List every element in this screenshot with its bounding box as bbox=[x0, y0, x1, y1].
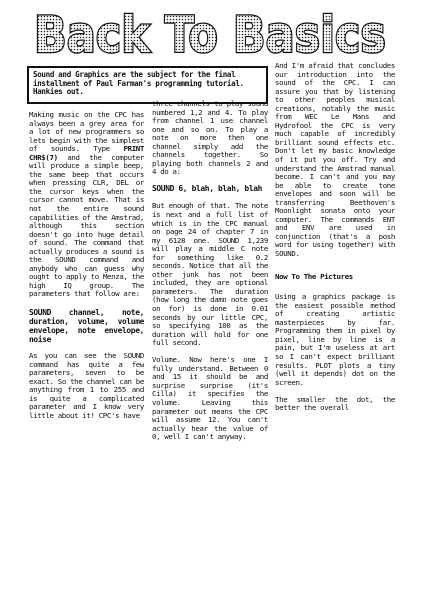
paragraph: Making music on the CPC has always been a grey area for a lot of new programmers so lets begin with the simplest of sounds. Type PRINT CHR$(7) and the computer will produce a simple beep, the same beep that occurs when pressing CLR, DEL or the cursor keys when the cursor cannot move. That is not the entire sound capabilities of the Amstrad, although this section doesn't go into huge detail of sound. The command that actually produces a sound is the SOUND command and anybody who can guess why ought to apply to Menza, the high IQ group. The parameters that follow are: bbox=[29, 111, 144, 299]
paragraph: Volume. Now here's one I fully understand. Between 0 and 15 it should be and surprise surprise (it's Cilla) it specifies the volume. Leaving this parameter out means the CPC will assume 12. You can't actually hear the value of 0, well I can't anyway. bbox=[152, 355, 268, 442]
code-print-chr: PRINT CHR$(7) bbox=[29, 144, 144, 162]
paragraph: But enough of that. The note is next and a full list of which is in the CPC manual on page 24 of chapter 7 in my 6128 one. SOUND 1,239 will play a middle C note for something like 0.2 seconds. Notice that all the other junk has not been included, they are optional parameters. The duration (how long the damn note goes on for) is done in 0.01 seconds by our little CPC, so specifying 100 as the duration will hold for one full second. bbox=[152, 201, 268, 348]
paragraph: As you can see the SOUND command has quite a few parameters, seven to be exact. So the channel can be anything from 1 to 255 and is quite a complicated parameter and I know very little about it! CPC's have bbox=[29, 351, 144, 420]
column-1 bbox=[29, 111, 144, 429]
intro-text: Sound and Graphics are the subject for the final installment of Paul Farman's programming tutorial. Hankies out. bbox=[33, 70, 244, 97]
sound-example-code: SOUND 6, blah, blah, blah bbox=[152, 184, 263, 194]
section-heading: Now To The Pictures bbox=[275, 271, 353, 281]
paragraph: Using a graphics package is the easiest possible method of creating artistic masterpieces by far. Programming them in pixel by pixel, line by line is a pain, but I'm useless at art so I can't expect brilliant results. PLOT plots a tiny (well it depends) dot on the screen. bbox=[275, 292, 395, 387]
page-title-text: Back To Basics bbox=[34, 6, 386, 62]
column-3 bbox=[275, 62, 395, 421]
paragraph: three channels to play sound numbered 1,2 and 4. To play from channel 1 use channel one and so on. To play a note on more then one channel simply add the channels together. So playing both channels 2 and 4 do a: bbox=[152, 99, 268, 177]
page-title bbox=[28, 6, 392, 62]
sound-parameters: SOUND channel, note, duration, volume, volume envelope, note envelope, noise bbox=[29, 307, 144, 344]
column-2 bbox=[152, 62, 268, 450]
paragraph: The smaller the dot, the better the overall bbox=[275, 394, 395, 413]
paragraph: And I'm afraid that concludes our introduction into the sound of the CPC. I can assure you that by listening to other peoples musical creations, notably the music from WEC Le Mans and Hydrofool the CPC is very much capable of incredibly brilliant sound effects etc. Don't let my basic knowledge of it put you off. Try and understand the Amstrad manual become. I can't and you may be able to create tone envelopes and soon will be transferring Beethoven's Moonlight sonata onto your computer. The commands ENT and ENV are used in conjunction (that's a posh word for using together) with SOUND. bbox=[275, 62, 395, 259]
